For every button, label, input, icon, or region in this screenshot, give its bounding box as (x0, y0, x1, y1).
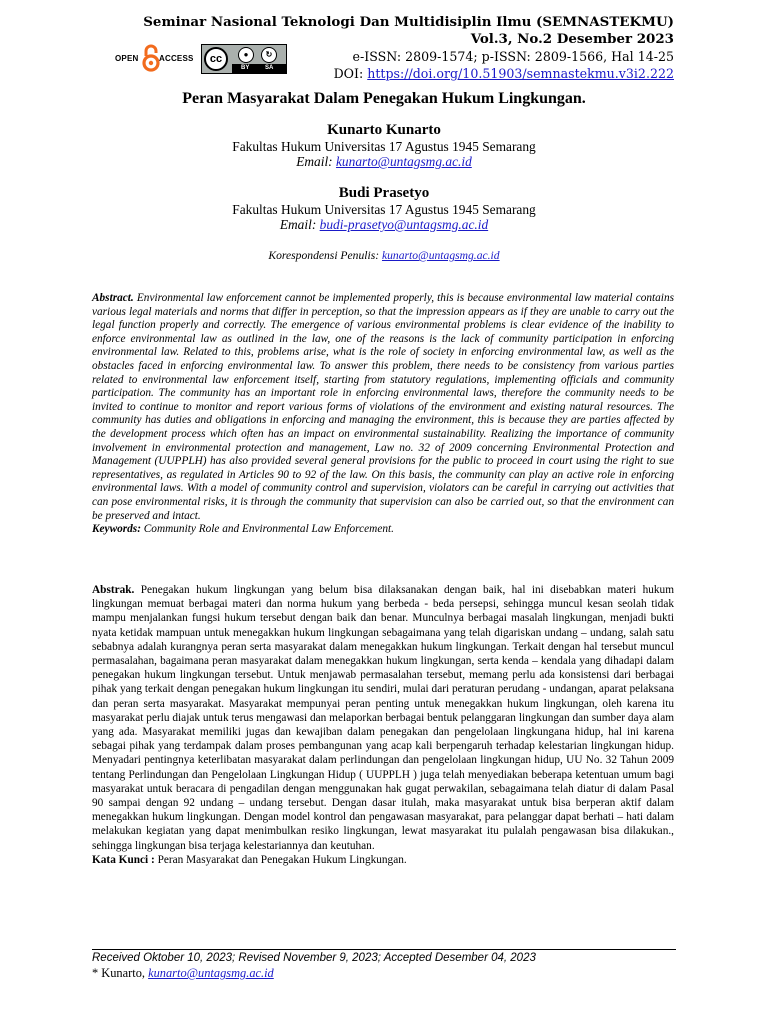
kata-kunci-label: Kata Kunci : (92, 853, 155, 866)
received-dates: Received Oktober 10, 2023; Revised November 9, 2023; Accepted Desember 04, 2023 (92, 952, 536, 964)
author-name: Kunarto Kunarto (327, 122, 441, 138)
keywords-label: Keywords: (92, 523, 141, 536)
author-email-line (0, 154, 768, 170)
email-label: Email: (279, 217, 320, 232)
author-footnote (92, 966, 274, 981)
journal-volume: Vol.3, No.2 Desember 2023 (470, 31, 674, 47)
cc-sa-label: SA (265, 65, 274, 71)
author-affiliation: Fakultas Hukum Universitas 17 Agustus 1945 Semarang (232, 202, 536, 217)
paper-title: Peran Masyarakat Dalam Penegakan Hukum Lingkungan. (182, 90, 586, 107)
open-lock-icon (142, 44, 160, 72)
journal-name: Seminar Nasional Teknologi Dan Multidisiplin Ilmu (SEMNASTEKMU) (143, 14, 674, 30)
doi-link[interactable]: https://doi.org/10.51903/semnastekmu.v3i2.222 (367, 66, 674, 81)
author-email-line (0, 217, 768, 233)
correspondence-line (0, 249, 768, 262)
email-label: Email: (296, 154, 336, 169)
keywords-text: Community Role and Environmental Law Enforcement. (140, 523, 394, 536)
cc-license-bar (232, 64, 286, 73)
author-affiliation: Fakultas Hukum Universitas 17 Agustus 1945 Semarang (232, 139, 536, 154)
abstract-label: Abstract. (92, 292, 134, 304)
author-email-link[interactable]: kunarto@untagsmg.ac.id (335, 154, 472, 169)
cc-icon: cc (204, 47, 228, 71)
author-email-link[interactable]: budi-prasetyo@untagsmg.ac.id (319, 217, 489, 232)
abstrak-text: Penegakan hukum lingkungan yang belum bisa dilaksanakan dengan baik, hal ini disebabkan materi hukum lingkungan memuat berbagai materi dan norma hukum yang berbeda - beda persepsi, sehingga muncul kesan seolah tidak mampu menjalankan fungsi hukum tersebut dengan baik dan benar. Munculnya berbagai masalah lingkungan, menjadi bukti nyata ketidak mampuan untuk menegakkan hukum lingkungan sebagaimana yang telah digariskan undang – undang, salah satu sebabnya adalah kurangnya peran serta masyarakat dalam menegakkan hukum lingkungan. Terkait dengan hal tersebut muncul permasalahan, bagaimana peran masyarakat dalam menegakkan hukum lingkungan, serta kenda – kendala yang dihadapi dalam penegakan hukum lingkungan tersebut. Untuk menjawab permasalahan tersebut, memang perlu ada konsistensi dari berbagai pihak yang terkait dengan penegakan hukum lingkungan itu sendiri, mulai dari peraturan perudang - undangan, aparat pelaksana dan peran serta masyarakat. Masyarakat mempunyai peran penting untuk menegakkan hukum lingkungan, oleh karena itu masyarakat perlu diajak untuk terus mengawasi dan melaporkan berbagai bentuk pelanggaran lingkungan dan sumber daya alam yang ada. Masyarakat memiliki jugas dan kewajiban dalam penegakan dan pengelolaan lingkungana hidup, hal ini karena sebagai pihak yang terdampak dalam proses pembangunan yang acap kali berpengaruh terhadap kelestarian lingkungan hidup. Menyadari pentingnya keterlibatan masyarakat dalam perlindungan dan pengelolaan lingkungan hidup, UU No. 32 Tahun 2009 tentang Perlindungan dan Pengelolaan Lingkungan Hidup ( UUPPLH ) juga telah menyediakan beberapa ketentuan umum bagi masyarakat untuk beracara di pengadilan dengan menggunakan hak gugat perwakilan, sebagaimana telah diatur di dalam Pasal 90 sampai dengan 92 undang – undang tersebut. Dengan dasar itulah, maka masyarakat untuk bisa berperan aktif dalam menegakkan hukum lingkungan. Dengan model kontrol dan pengawasan masyarakat, para pelanggar dapat berhati – hati dalam melakukan kegiatan yang dapat menimbulkan resiko lingkungan, lewat masyarakat itu pulalah pengawasan bisa dilakukan., sehingga lingkungan bisa terjaga kelestariannya dan keutuhan. (92, 584, 674, 852)
abstract-indonesian (92, 583, 674, 867)
doi-label: DOI: (333, 66, 368, 81)
open-access-left-text: OPEN (115, 54, 139, 63)
footer-divider (92, 949, 676, 950)
journal-issn: e-ISSN: 2809-1574; p-ISSN: 2809-1566, Hal 14-25 (352, 49, 674, 64)
footnote-author: * Kunarto, (92, 966, 149, 980)
correspondence-email-link[interactable]: kunarto@untagsmg.ac.id (381, 249, 500, 262)
abstract-english (92, 292, 674, 537)
correspondence-label: Korespondensi Penulis: (268, 249, 382, 262)
author-name: Budi Prasetyo (338, 185, 430, 201)
kata-kunci-text: Peran Masyarakat dan Penegakan Hukum Lingkungan. (154, 853, 407, 866)
cc-by-label: BY (241, 65, 250, 71)
abstract-text: Environmental law enforcement cannot be implemented properly, this is because environmental law material contains various legal materials and norms that differ in perception, so that the impression appears as if they are unable to carry out the legal function properly and correctly. The emergence of various environmental problems is clear evidence of the inability to enforce environmental law as outlined in the law, one of the reasons is the lack of community participation in enforcing environmental law. Related to this, problems arise, what is the role of society in enforcing environmental law, as well as the obstacles faced in enforcing environmental law. To answer this problem, there needs to be consistency from various parties related to environmental law enforcement itself, starting from statutory regulations, implementing officials and community participation. The community has an important role in enforcing environmental laws, therefore the community needs to be invited to continue to monitor and report various forms of violations of the environment and existing natural resources. The community has duties and obligations in enforcing and managing the environment, this is because they are parties affected by the development process which often has an impact on environmental sustainability. Realizing the importance of community involvement in environmental protection and management, Law no. 32 of 2009 concerning Environmental Protection and Management (UUPPLH) has also provided several general provisions for the public to proceed in court using the right to sue representatives, as regulated in Articles 90 to 92 of the law. On this basis, the community can play an active role in enforcing environmental laws. With a model of community control and supervision, violators can be careful in carrying out activities that can pose environmental risks, it is through the community that supervision can also be carried out, so that the environment can be preserved and intact. (92, 292, 674, 522)
footnote-email-link[interactable]: kunarto@untagsmg.ac.id (148, 966, 274, 980)
open-access-right-text: ACCESS (159, 54, 194, 63)
share-alike-icon: ↻ (261, 47, 277, 63)
abstrak-label: Abstrak. (92, 584, 135, 596)
person-icon: ● (238, 47, 254, 63)
cc-by-sa-badge (201, 44, 287, 74)
open-access-logo (115, 44, 205, 74)
